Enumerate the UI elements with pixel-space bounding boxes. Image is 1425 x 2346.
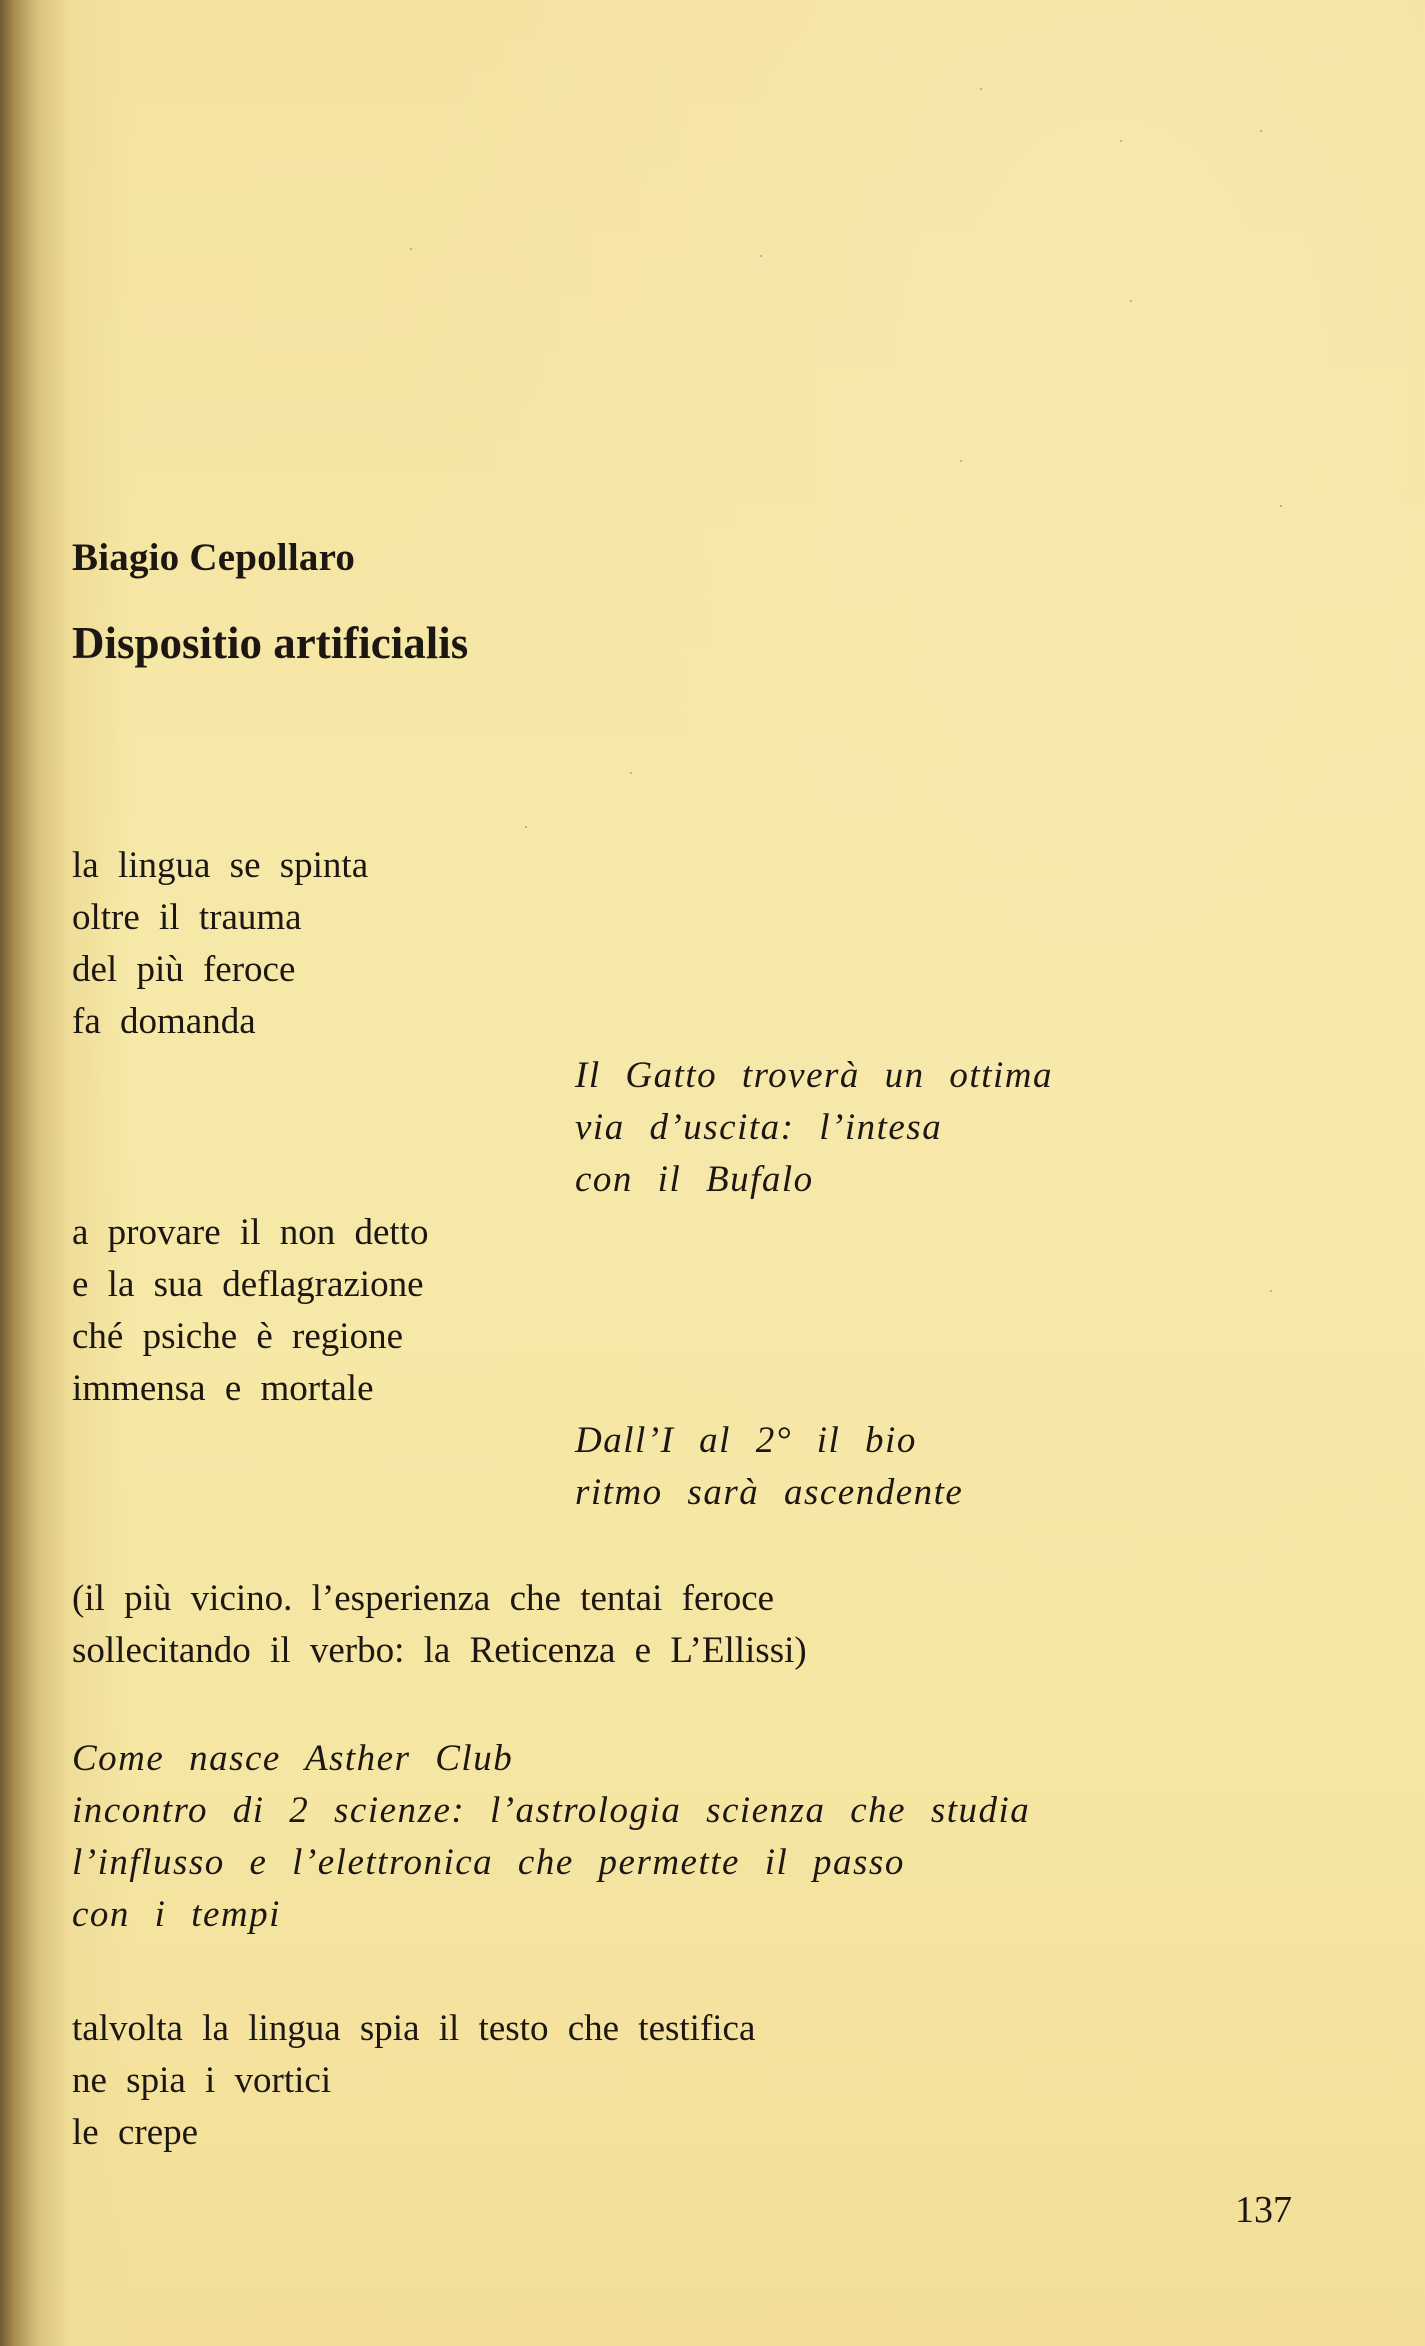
paper-speck (1270, 1290, 1272, 1292)
aside-1-line: con il Bufalo (575, 1159, 814, 1200)
stanza-3-line: sollecitando il verbo: la Reticenza e L’Ellissi) (72, 1630, 807, 1671)
stanza-1-line: oltre il trauma (72, 897, 302, 938)
stanza-2-line: immensa e mortale (72, 1368, 374, 1409)
stanza-1-line: del più feroce (72, 949, 296, 990)
paper-speck (1120, 140, 1122, 142)
stanza-5-line: ne spia i vortici (72, 2060, 332, 2101)
paper-speck (1260, 130, 1262, 132)
aside-1-line: Il Gatto troverà un ottima (575, 1055, 1053, 1096)
stanza-3-line: (il più vicino. l’esperienza che tentai feroce (72, 1578, 775, 1619)
stanza-5-line: le crepe (72, 2112, 199, 2153)
paper-speck (410, 248, 412, 250)
stanza-2-line: e la sua deflagrazione (72, 1264, 424, 1305)
stanza-4-line: l’influsso e l’elettronica che permette il passo (72, 1842, 905, 1883)
stanza-2-line: a provare il non detto (72, 1212, 429, 1253)
stanza-4-line: con i tempi (72, 1894, 281, 1935)
paper-speck (1280, 505, 1282, 507)
paper-speck (980, 88, 982, 90)
author-name: Biagio Cepollaro (72, 536, 356, 579)
stanza-2-line: ché psiche è regione (72, 1316, 403, 1357)
paper-speck (760, 255, 762, 257)
poem-title: Dispositio artificialis (72, 618, 469, 668)
stanza-4-line: Come nasce Asther Club (72, 1738, 514, 1779)
stanza-1-line: fa domanda (72, 1001, 256, 1042)
paper-speck (960, 460, 962, 462)
paper-speck (630, 772, 632, 774)
paper-speck (525, 826, 527, 828)
aside-1-line: via d’uscita: l’intesa (575, 1107, 943, 1148)
stanza-4-line: incontro di 2 scienze: l’astrologia scienza che studia (72, 1790, 1031, 1831)
stanza-5-line: talvolta la lingua spia il testo che testifica (72, 2008, 756, 2049)
page-number: 137 (1235, 2189, 1292, 2231)
aside-2-line: ritmo sarà ascendente (575, 1472, 964, 1513)
stanza-1-line: la lingua se spinta (72, 845, 369, 886)
paper-speck (1130, 300, 1132, 302)
aside-2-line: Dall’I al 2° il bio (575, 1420, 917, 1461)
